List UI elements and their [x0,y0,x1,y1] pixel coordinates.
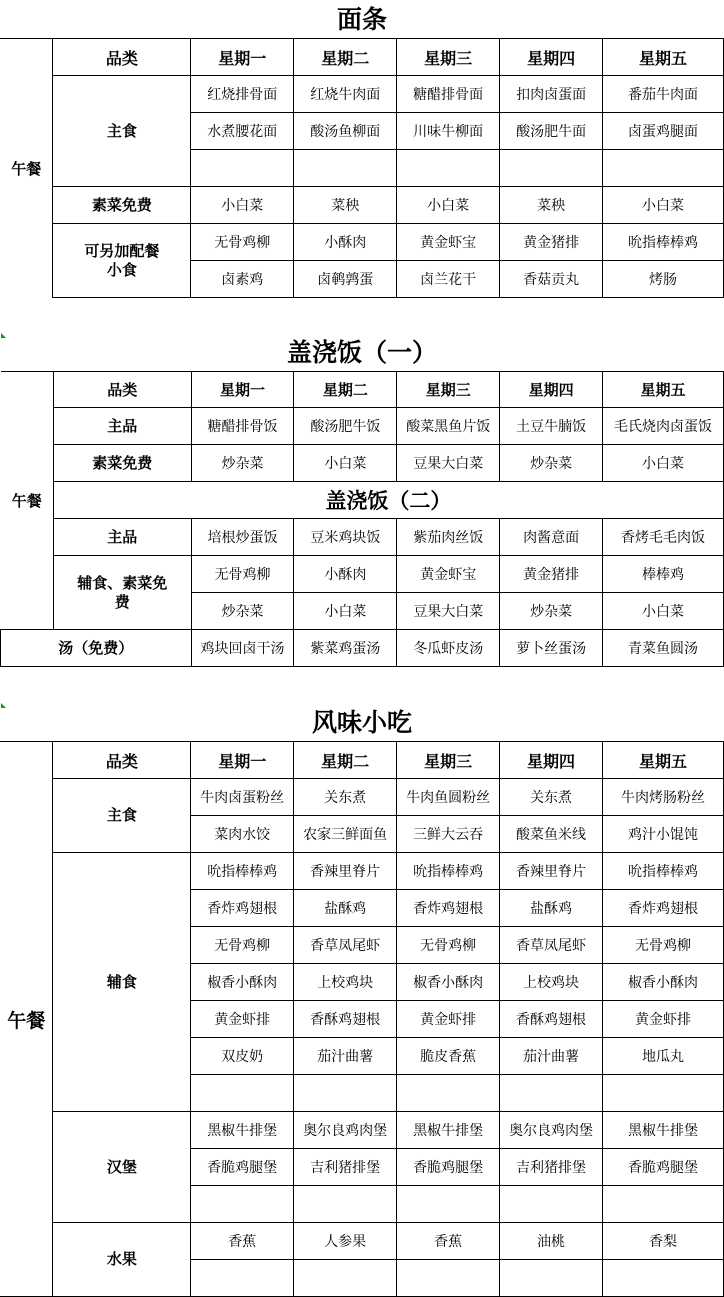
menu-cell: 卤蛋鸡腿面 [603,113,724,150]
menu-cell: 萝卜丝蛋汤 [500,630,603,667]
menu-cell [397,1260,500,1297]
header-day: 星期五 [603,39,724,76]
menu-cell: 香炸鸡翅根 [191,890,294,927]
menu-cell: 香脆鸡腿堡 [191,1149,294,1186]
menu-cell: 肉酱意面 [500,519,603,556]
header-day: 星期三 [397,742,500,779]
meal-label: 午餐 [0,742,53,1297]
menu-cell: 黑椒牛排堡 [603,1112,724,1149]
menu-cell: 香酥鸡翅根 [294,1001,397,1038]
menu-cell: 棒棒鸡 [603,556,724,593]
category-label: 辅食 [53,853,191,1112]
menu-cell: 番茄牛肉面 [603,76,724,113]
meal-label: 午餐 [1,372,54,630]
menu-cell: 黄金虾排 [603,1001,724,1038]
menu-cell: 菜肉水饺 [191,816,294,853]
header-day: 星期四 [500,39,603,76]
menu-cell [500,150,603,187]
menu-cell: 香脆鸡腿堡 [603,1149,724,1186]
header-day: 星期四 [500,372,603,408]
menu-cell: 香梨 [603,1223,724,1260]
menu-cell: 香酥鸡翅根 [500,1001,603,1038]
menu-cell: 香炸鸡翅根 [603,890,724,927]
category-label: 素菜免费 [53,187,191,224]
menu-cell: 香草凤尾虾 [500,927,603,964]
category-label: 主品 [53,519,191,556]
menu-cell: 小白菜 [603,445,724,482]
menu-cell: 酸汤肥牛饭 [294,408,397,445]
menu-cell: 香蕉 [191,1223,294,1260]
menu-cell: 盐酥鸡 [294,890,397,927]
menu-cell: 小酥肉 [294,224,397,261]
menu-cell: 炒杂菜 [191,445,294,482]
menu-cell: 吮指棒棒鸡 [603,224,724,261]
menu-cell: 黄金虾宝 [397,556,500,593]
menu-cell [603,150,724,187]
menu-cell: 扣肉卤蛋面 [500,76,603,113]
menu-cell: 无骨鸡柳 [191,556,294,593]
menu-cell: 培根炒蛋饭 [191,519,294,556]
menu-cell: 黄金虾宝 [397,224,500,261]
menu-cell: 酸汤鱼柳面 [294,113,397,150]
header-category: 品类 [53,39,191,76]
header-day: 星期四 [500,742,603,779]
snacks-menu-table [0,741,724,1297]
menu-cell: 双皮奶 [191,1038,294,1075]
menu-cell: 奥尔良鸡肉堡 [500,1112,603,1149]
menu-cell: 吉利猪排堡 [294,1149,397,1186]
section-title-snacks: 风味小吃 [311,708,412,737]
menu-cell: 上校鸡块 [294,964,397,1001]
menu-cell: 香辣里脊片 [294,853,397,890]
menu-cell: 香辣里脊片 [500,853,603,890]
menu-cell [191,1075,294,1112]
menu-cell: 鸡块回卤干汤 [191,630,294,667]
menu-cell [500,1075,603,1112]
header-day: 星期一 [191,39,294,76]
menu-cell: 小白菜 [191,187,294,224]
menu-cell: 吮指棒棒鸡 [191,853,294,890]
category-label: 素菜免费 [53,445,191,482]
category-label: 主品 [53,408,191,445]
menu-cell: 奥尔良鸡肉堡 [294,1112,397,1149]
section-title-noodles: 面条 [336,5,387,34]
header-day: 星期二 [294,39,397,76]
header-day: 星期三 [397,372,500,408]
menu-cell [191,1260,294,1297]
meal-label: 午餐 [0,39,53,298]
menu-cell: 冬瓜虾皮汤 [397,630,500,667]
menu-cell: 小白菜 [603,593,724,630]
category-label: 辅食、素菜免费 [53,556,191,630]
menu-cell: 小白菜 [397,187,500,224]
menu-cell: 糖醋排骨面 [397,76,500,113]
menu-cell: 黄金虾排 [397,1001,500,1038]
menu-cell: 小白菜 [294,445,397,482]
menu-cell: 烤肠 [603,261,724,298]
header-day: 星期五 [603,372,724,408]
menu-cell [397,1186,500,1223]
menu-cell: 香炸鸡翅根 [397,890,500,927]
menu-cell [294,1075,397,1112]
menu-cell: 紫茄肉丝饭 [397,519,500,556]
menu-cell: 香蕉 [397,1223,500,1260]
header-day: 星期二 [294,742,397,779]
header-category: 品类 [53,742,191,779]
menu-cell: 油桃 [500,1223,603,1260]
menu-cell [603,1186,724,1223]
menu-cell: 无骨鸡柳 [397,927,500,964]
menu-cell: 三鲜大云吞 [397,816,500,853]
menu-cell: 上校鸡块 [500,964,603,1001]
menu-cell: 水煮腰花面 [191,113,294,150]
menu-cell: 酸菜鱼米线 [500,816,603,853]
menu-cell: 小白菜 [603,187,724,224]
menu-cell: 地瓜丸 [603,1038,724,1075]
menu-cell: 无骨鸡柳 [603,927,724,964]
menu-cell: 椒香小酥肉 [397,964,500,1001]
menu-cell: 毛氏烧肉卤蛋饭 [603,408,724,445]
menu-cell: 卤兰花干 [397,261,500,298]
category-label: 主食 [53,779,191,853]
menu-cell: 酸菜黑鱼片饭 [397,408,500,445]
header-category: 品类 [53,372,191,408]
menu-cell: 土豆牛腩饭 [500,408,603,445]
menu-cell [294,1186,397,1223]
menu-cell [603,1260,724,1297]
menu-cell [397,150,500,187]
menu-cell: 吮指棒棒鸡 [397,853,500,890]
menu-cell: 农家三鲜面鱼 [294,816,397,853]
menu-cell: 小酥肉 [294,556,397,593]
menu-cell: 香菇贡丸 [500,261,603,298]
menu-cell: 青菜鱼圆汤 [603,630,724,667]
menu-cell: 鸡汁小馄饨 [603,816,724,853]
menu-cell [294,1260,397,1297]
menu-cell: 无骨鸡柳 [191,224,294,261]
section-title-rice-1: 盖浇饭（一） [286,338,437,367]
menu-cell: 牛肉卤蛋粉丝 [191,779,294,816]
header-day: 星期五 [603,742,724,779]
menu-cell [397,1075,500,1112]
header-day: 星期三 [397,39,500,76]
category-label: 可另加配餐小食 [53,224,191,298]
menu-cell: 菜秧 [294,187,397,224]
menu-cell [500,1260,603,1297]
menu-cell: 红烧牛肉面 [294,76,397,113]
menu-cell: 无骨鸡柳 [191,927,294,964]
menu-cell: 炒杂菜 [191,593,294,630]
menu-cell: 酸汤肥牛面 [500,113,603,150]
menu-cell: 豆米鸡块饭 [294,519,397,556]
menu-cell: 糖醋排骨饭 [191,408,294,445]
menu-cell: 黑椒牛排堡 [397,1112,500,1149]
menu-cell: 黄金猪排 [500,224,603,261]
menu-cell: 川味牛柳面 [397,113,500,150]
menu-cell: 椒香小酥肉 [603,964,724,1001]
menu-cell [500,1186,603,1223]
menu-cell: 炒杂菜 [500,445,603,482]
menu-cell: 红烧排骨面 [191,76,294,113]
menu-cell: 吉利猪排堡 [500,1149,603,1186]
menu-cell: 牛肉鱼圆粉丝 [397,779,500,816]
menu-cell [294,150,397,187]
menu-cell: 人参果 [294,1223,397,1260]
menu-cell: 关东煮 [500,779,603,816]
menu-cell: 茄汁曲薯 [294,1038,397,1075]
category-label: 汉堡 [53,1112,191,1223]
menu-cell: 脆皮香蕉 [397,1038,500,1075]
noodles-menu-table [0,38,724,298]
soup-label: 汤（免费） [1,630,192,667]
menu-cell: 豆果大白菜 [397,593,500,630]
category-label: 主食 [53,76,191,187]
menu-cell: 黄金猪排 [500,556,603,593]
menu-cell: 黄金虾排 [191,1001,294,1038]
menu-cell: 紫菜鸡蛋汤 [294,630,397,667]
menu-cell: 椒香小酥肉 [191,964,294,1001]
menu-cell: 牛肉烤肠粉丝 [603,779,724,816]
rice-menu-table [0,371,724,667]
menu-cell: 吮指棒棒鸡 [603,853,724,890]
category-label: 水果 [53,1223,191,1297]
menu-cell: 香脆鸡腿堡 [397,1149,500,1186]
menu-cell: 卤鹌鹑蛋 [294,261,397,298]
menu-cell: 香烤毛毛肉饭 [603,519,724,556]
menu-cell: 豆果大白菜 [397,445,500,482]
menu-cell [191,150,294,187]
menu-cell [603,1075,724,1112]
header-day: 星期二 [294,372,397,408]
menu-cell: 菜秧 [500,187,603,224]
menu-cell: 小白菜 [294,593,397,630]
menu-cell: 盐酥鸡 [500,890,603,927]
menu-cell: 茄汁曲薯 [500,1038,603,1075]
menu-cell: 关东煮 [294,779,397,816]
menu-cell: 卤素鸡 [191,261,294,298]
menu-cell: 黑椒牛排堡 [191,1112,294,1149]
menu-cell [191,1186,294,1223]
header-day: 星期一 [191,372,294,408]
menu-cell: 炒杂菜 [500,593,603,630]
menu-cell: 香草凤尾虾 [294,927,397,964]
section-title-rice-2: 盖浇饭（二） [53,482,723,519]
header-day: 星期一 [191,742,294,779]
